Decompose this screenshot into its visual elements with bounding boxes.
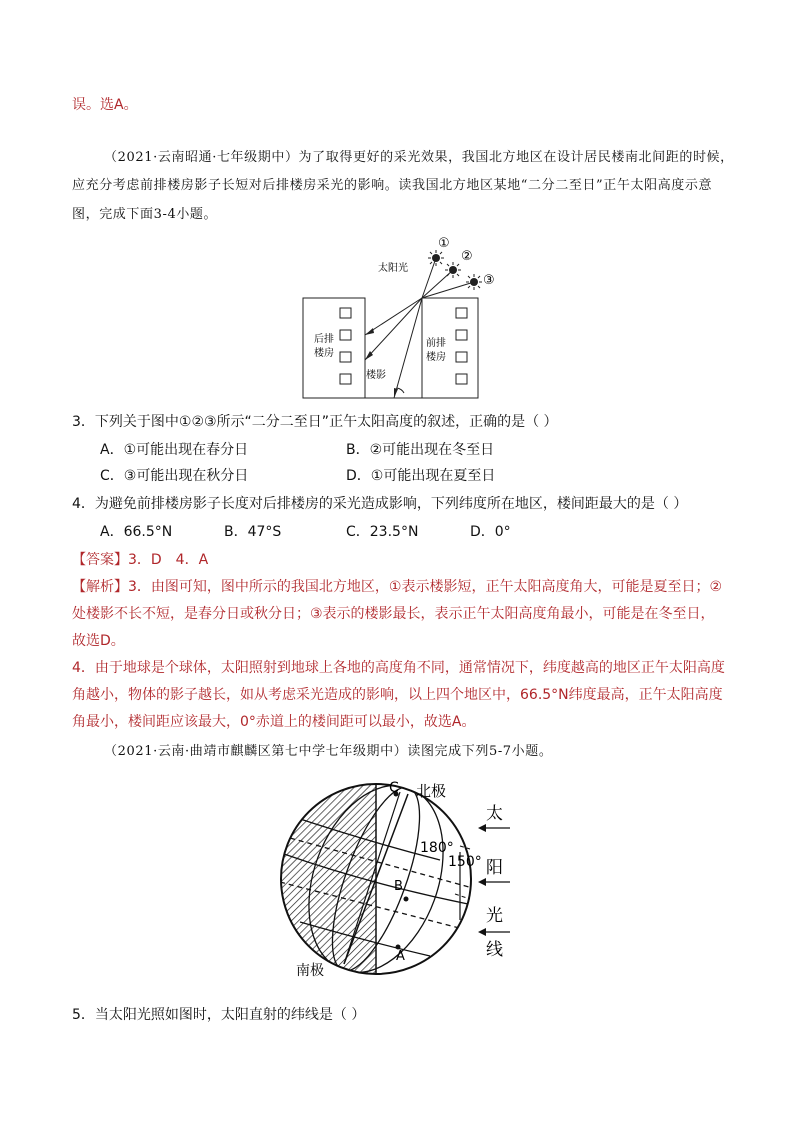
analysis-text-1: 3．由图可知，图中所示的我国北方地区，①表示楼影短，正午太阳高度角大，可能是夏至日；②: [128, 579, 723, 595]
analysis-line6: 角最小，楼间距应该最大，0°赤道上的楼间距可以最小，故选A。: [72, 714, 476, 730]
sun-label-3: ③: [483, 273, 495, 288]
sun-1-icon: [428, 250, 444, 266]
analysis-line3: 故选D。: [72, 633, 125, 649]
q3-stem: 3．下列关于图中①②③所示“二分二至日”正午太阳高度的叙述，正确的是（ ）: [72, 414, 558, 430]
intro1-line1: （2021·云南昭通·七年级期中）为了取得更好的采光效果，我国北方地区在设计居民楼南北间距的时候，: [104, 150, 734, 165]
rear-building-label-2: 楼房: [314, 348, 334, 359]
sunlight-char-4: 线: [486, 940, 503, 960]
rear-building-label-1: 后排: [314, 334, 334, 345]
globe-figure: [270, 772, 520, 987]
rear-building: [303, 298, 365, 398]
q4-option-b: B．47°S: [224, 524, 282, 540]
q3-option-d: D．①可能出现在夏至日: [346, 468, 496, 484]
analysis-line4: 4．由于地球是个球体，太阳照射到地球上各地的高度角不同，通常情况下，纬度越高的地区正午太阳高度: [72, 660, 725, 676]
sun-label-1: ①: [438, 236, 450, 251]
intro1-line3: 图，完成下面3-4小题。: [72, 207, 218, 222]
intro1-line2: 应充分考虑前排楼房影子长短对后排楼房采光的影响。读我国北方地区某地“二分二至日”正午太阳高度示意: [72, 178, 713, 193]
sunlight-char-3: 光: [486, 906, 503, 926]
analysis-label: 【解析】: [72, 579, 128, 595]
q3-option-c: C．③可能出现在秋分日: [100, 468, 249, 484]
degree-180-label: 180°: [420, 840, 454, 856]
analysis-line1: [72, 576, 722, 596]
degree-150-label: 150°: [448, 854, 482, 870]
answer-label: 【答案】: [72, 552, 128, 568]
q4-stem: 4．为避免前排楼房影子长度对后排楼房的采光造成影响，下列纬度所在地区，楼间距最大的是（ ）: [72, 496, 688, 512]
intro2-line: （2021·云南·曲靖市麒麟区第七中学七年级期中）读图完成下列5-7小题。: [104, 744, 553, 759]
sunlight-char-1: 太: [486, 804, 503, 824]
answer-text: 3．D 4．A: [128, 552, 209, 568]
shadow-label: 楼影: [366, 370, 386, 381]
north-pole-label: 北极: [416, 782, 447, 800]
sunlight-label: 太阳光: [378, 263, 408, 274]
q3-option-b: B．②可能出现在冬至日: [346, 442, 495, 458]
south-pole-label: 南极: [296, 963, 324, 979]
point-c-label: C: [389, 780, 399, 796]
sun-label-2: ②: [461, 249, 473, 264]
q4-option-c: C．23.5°N: [346, 524, 419, 540]
q4-option-d: D．0°: [470, 524, 511, 540]
sun-3-icon: [466, 274, 482, 290]
sun-2-icon: [445, 262, 461, 278]
answer-line: [72, 549, 208, 569]
sunlight-char-2: 阳: [486, 858, 503, 878]
prev-answer-tail: 误。选A。: [72, 97, 138, 113]
analysis-line2: 处楼影不长不短，是春分日或秋分日；③表示的楼影最长，表示正午太阳高度角最小，可能是在冬至日，: [72, 606, 715, 622]
q5-stem: 5．当太阳光照如图时，太阳直射的纬线是（ ）: [72, 1007, 366, 1023]
q4-option-a: A．66.5°N: [100, 524, 173, 540]
point-b-label: B: [394, 879, 403, 894]
point-b-marker: [404, 897, 409, 902]
point-a-label: A: [396, 949, 405, 964]
front-building-label-1: 前排: [426, 338, 446, 349]
analysis-line5: 角越小，物体的影子越长，如从考虑采光造成的影响，以上四个地区中，66.5°N纬度最高，正午太阳高度: [72, 687, 723, 703]
q3-option-a: A．①可能出现在春分日: [100, 442, 249, 458]
front-building-label-2: 楼房: [426, 352, 446, 363]
building-shadow-figure: [300, 232, 495, 402]
